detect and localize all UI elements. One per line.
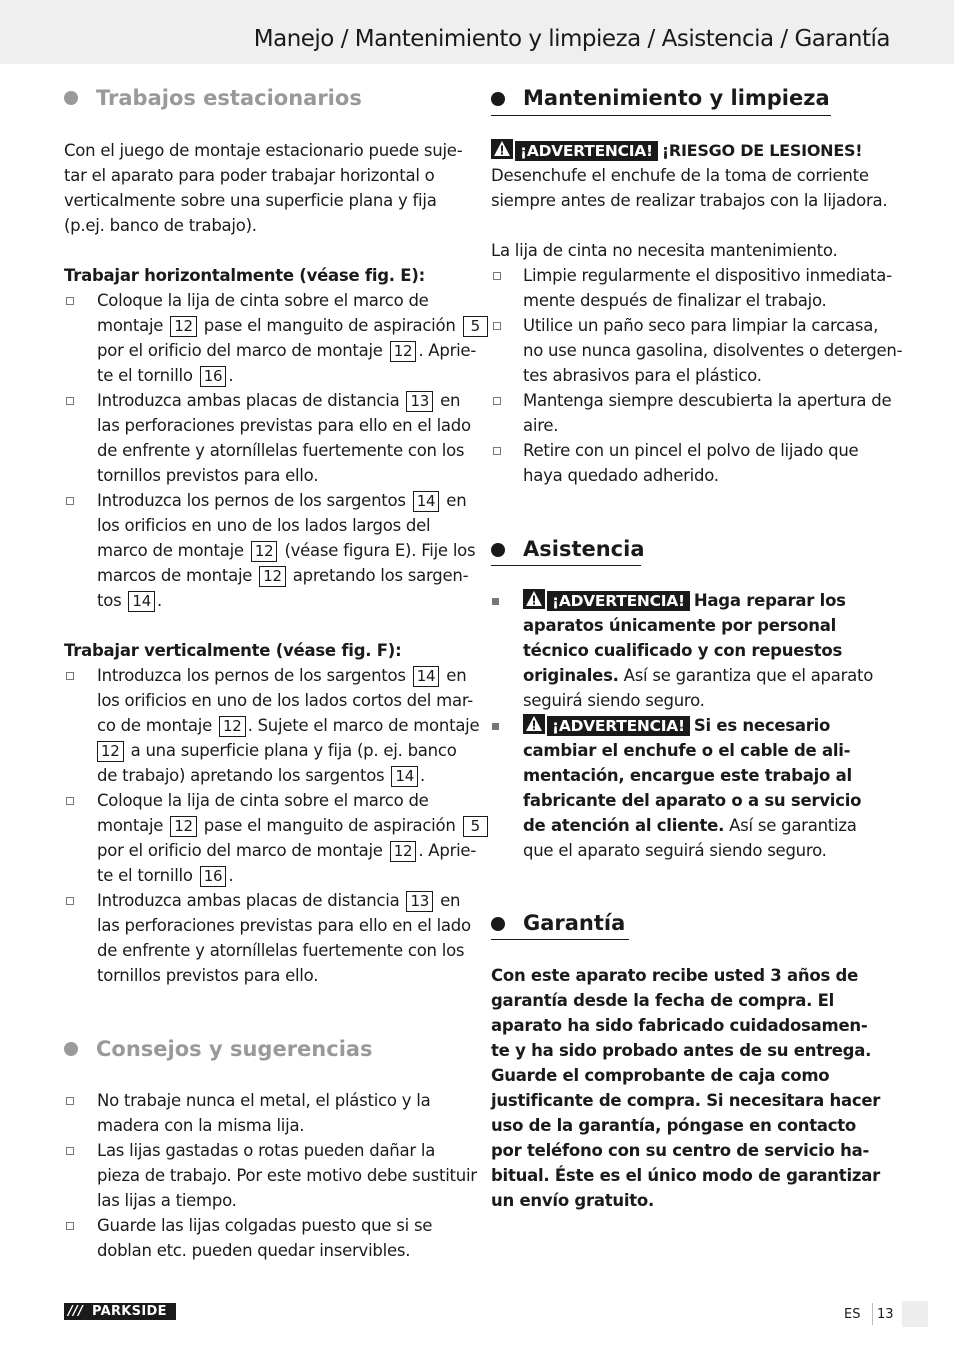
page-tab-marker <box>902 1301 928 1327</box>
warning-icon <box>523 714 545 734</box>
checkbox-bullet-icon <box>493 397 501 405</box>
ref-box: 12 <box>219 716 246 737</box>
heading-underline <box>491 939 629 940</box>
ref-box: 13 <box>406 891 433 912</box>
checkbox-bullet-icon <box>66 672 74 680</box>
ref-box: 12 <box>390 341 417 362</box>
maintenance-note: La lija de cinta no necesita mantenimiento. <box>491 241 838 260</box>
square-bullet-icon <box>492 723 499 730</box>
warning-icon <box>491 139 513 159</box>
checkbox-bullet-icon <box>493 447 501 455</box>
ref-box: 13 <box>406 391 433 412</box>
brand-logo: /// PARKSIDE <box>64 1303 176 1320</box>
warning-label: ¡ADVERTENCIA! <box>547 716 690 736</box>
ref-box: 5 <box>463 816 488 837</box>
language-code: ES <box>844 1307 861 1322</box>
heading-underline <box>491 565 641 566</box>
checkbox-bullet-icon <box>66 797 74 805</box>
section-heading-consejos: Consejos y sugerencias <box>64 1037 373 1061</box>
bullet-dot-icon <box>491 543 505 557</box>
section-heading-asistencia: Asistencia <box>491 537 645 563</box>
ref-box: 12 <box>251 541 278 562</box>
ref-box: 14 <box>391 766 418 787</box>
ref-box: 16 <box>200 866 227 887</box>
checkbox-bullet-icon <box>66 497 74 505</box>
ref-box: 12 <box>390 841 417 862</box>
ref-box: 14 <box>128 591 155 612</box>
checkbox-bullet-icon <box>493 322 501 330</box>
checkbox-bullet-icon <box>66 397 74 405</box>
checkbox-bullet-icon <box>66 1222 74 1230</box>
page-title: Manejo / Mantenimiento y limpieza / Asistencia / Garantía <box>253 26 890 52</box>
checkbox-bullet-icon <box>66 297 74 305</box>
ref-box: 12 <box>97 741 124 762</box>
square-bullet-icon <box>492 598 499 605</box>
checkbox-bullet-icon <box>493 272 501 280</box>
ref-box: 14 <box>413 666 440 687</box>
heading-underline <box>491 115 831 116</box>
ref-box: 12 <box>259 566 286 587</box>
ref-box: 5 <box>463 316 488 337</box>
ref-box: 14 <box>413 491 440 512</box>
section-heading-mantenimiento: Mantenimiento y limpieza <box>491 86 830 112</box>
checkbox-bullet-icon <box>66 897 74 905</box>
logo-slashes-icon: /// <box>68 1304 84 1319</box>
bullet-dot-icon <box>491 917 505 931</box>
section-heading-trabajos: Trabajos estacionarios <box>64 86 362 110</box>
bullet-dot-icon <box>64 1042 78 1056</box>
ref-box: 12 <box>170 816 197 837</box>
warning-icon <box>523 589 545 609</box>
bullet-dot-icon <box>491 92 505 106</box>
subheading-vertical: Trabajar verticalmente (véase fig. F): <box>64 641 402 660</box>
warning-label: ¡ADVERTENCIA! <box>547 591 690 611</box>
ref-box: 16 <box>200 366 227 387</box>
footer-divider <box>872 1303 873 1325</box>
checkbox-bullet-icon <box>66 1147 74 1155</box>
section-heading-garantia: Garantía <box>491 911 625 937</box>
subheading-horizontal: Trabajar horizontalmente (véase fig. E): <box>64 266 425 285</box>
bullet-dot-icon <box>64 91 78 105</box>
page-number: 13 <box>877 1307 894 1322</box>
ref-box: 12 <box>170 316 197 337</box>
warning-label: ¡ADVERTENCIA! <box>515 141 658 161</box>
warning-line: ¡ADVERTENCIA! ¡RIESGO DE LESIONES! <box>491 138 862 163</box>
checkbox-bullet-icon <box>66 1097 74 1105</box>
